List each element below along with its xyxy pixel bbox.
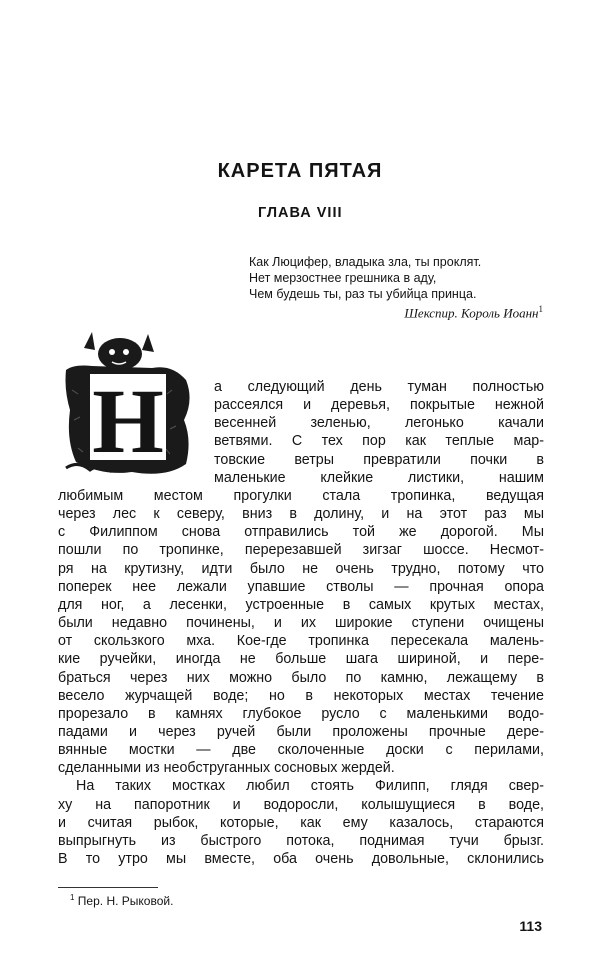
text-line: для ног, а лесенки, устроенные в самых крутых местах, [58,596,544,613]
text-line: ху на папоротник и водоросли, колышущиеся в воде, [58,796,544,813]
text-line: ря на крутизну, идти было не очень трудно, потому что [58,560,544,577]
text-line: товские ветры превратили почки в [214,451,544,468]
text-line: прорезало в камнях глубокое русло с маленькими водо- [58,705,544,722]
text-line: с Филиппом снова отправились той же дорогой. Мы [58,524,544,541]
text-line: выпрыгнуть из быстрого потока, поднимая тучи брызг. [58,832,544,849]
text-line: падами и через ручей были проложены прочные дере- [58,723,544,740]
footnote-text: Пер. Н. Рыковой. [77,894,174,908]
epigraph-attribution [404,304,543,321]
text-line: браться через них можно было по камню, лежащему в [58,669,544,686]
text-line: вянные мостки — две сколоченные доски с перилами, [58,742,544,759]
page-number: 113 [519,918,542,934]
epigraph [249,254,549,302]
body-text [58,378,544,868]
text-line: весело журчащей воде; но в некоторых местах течение [58,687,544,704]
attribution-footnote-mark: 1 [538,304,543,314]
text-line: любимым местом прогулки стала тропинка, ведущая [58,487,544,504]
text-line: рассеялся и деревья, покрытые нежной [214,397,544,414]
text-line: и считая рыбок, которые, как ему казалось, стараются [58,814,544,831]
drop-cap-letter: Н [92,370,164,472]
text-line: кие ручейки, иногда не больше шага шириной, и пере- [58,651,544,668]
footnote-divider [58,887,158,888]
epigraph-line: Как Люцифер, владыка зла, ты проклят. [249,255,482,269]
text-line: а следующий день туман полностью [214,379,544,395]
footnote [70,893,173,908]
attribution-text: Шекспир. Король Иоанн [404,305,539,321]
text-line: поперек нее лежали упавшие стволы — прочная опора [58,578,544,595]
text-line: ветвями. С тех пор как теплые мар- [214,433,544,450]
text-line: от скользкого мха. Кое-где тропинка пересекала малень- [58,633,544,650]
epigraph-line: Чем будешь ты, раз ты убийца принца. [249,287,477,301]
text-line: В то утро мы вместе, оба очень довольные, склонились [58,851,544,868]
text-line: через лес к северу, вниз в долину, и на этот раз мы [58,506,544,523]
chapter-title: ГЛАВА VIII [258,205,343,221]
text-line: весенней зеленью, легонько качали [214,415,544,432]
part-title: КАРЕТА ПЯТАЯ [217,160,383,182]
text-line: были недавно починены, и их широкие ступени очищены [58,615,544,632]
epigraph-line: Нет мерзостнее грешника в аду, [249,271,437,285]
footnote-mark: 1 [70,893,75,902]
text-line: пошли по тропинке, перерезавшей зигзаг шоссе. Несмот- [58,542,544,559]
text-line: На таких мостках любил стоять Филипп, глядя свер- [76,778,544,795]
text-line: маленькие клейкие листики, нашим [214,469,544,486]
text-line: сделанными из необструганных сосновых жердей. [58,760,395,777]
